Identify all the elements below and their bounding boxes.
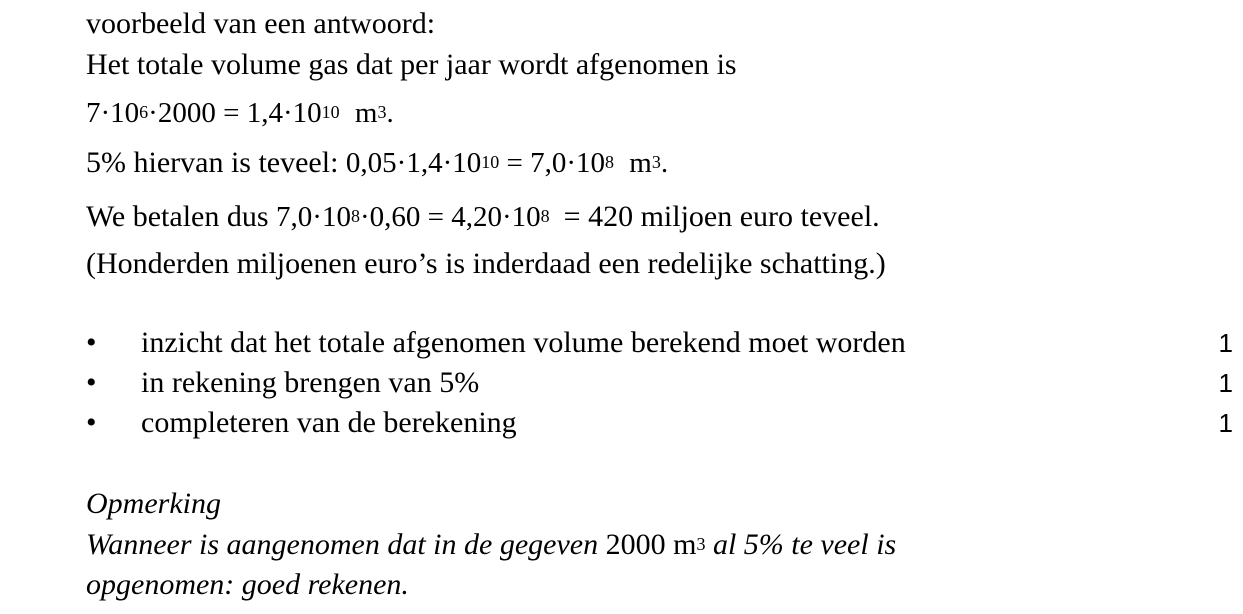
criterion-text: in rekening brengen van 5%	[141, 366, 480, 399]
bullet-icon: •	[86, 406, 97, 439]
remark-line-1: Wanneer is aangenomen dat in de gegeven 2000 $m^3$ al 5% te veel is	[86, 528, 897, 561]
volume-sentence: Het totale volume gas dat per jaar wordt afgenomen is	[86, 48, 737, 81]
criterion-points: 1	[1218, 408, 1233, 438]
criterion-points: 1	[1218, 368, 1233, 398]
estimate-note: (Honderden miljoenen euro’s is inderdaad een redelijke schatting.)	[86, 247, 886, 280]
cost-equation: We betalen dus $7,0\cdot 10^8\cdot 0,60 = 4,20\cdot 10^8 = 420$ miljoen euro teveel.	[86, 200, 880, 233]
remark-line-2: opgenomen: goed rekenen.	[86, 568, 409, 601]
criterion-text: completeren van de berekening	[141, 406, 517, 439]
excess-equation: 5% hiervan is teveel: $0,05\cdot 1,4\cdot 10^{10} = 7,0\cdot 10^8$ $m^3$.	[86, 146, 669, 179]
intro-text: voorbeeld van een antwoord:	[86, 7, 436, 40]
criterion-text: inzicht dat het totale afgenomen volume berekend moet worden	[141, 326, 906, 359]
remark-title: Opmerking	[86, 487, 221, 520]
criterion-points: 1	[1218, 328, 1233, 358]
volume-equation: $7\cdot 10^6\cdot 2000 = 1,4\cdot 10^{10}$ $m^3$.	[86, 97, 394, 129]
bullet-icon: •	[86, 366, 97, 399]
bullet-icon: •	[86, 326, 97, 359]
